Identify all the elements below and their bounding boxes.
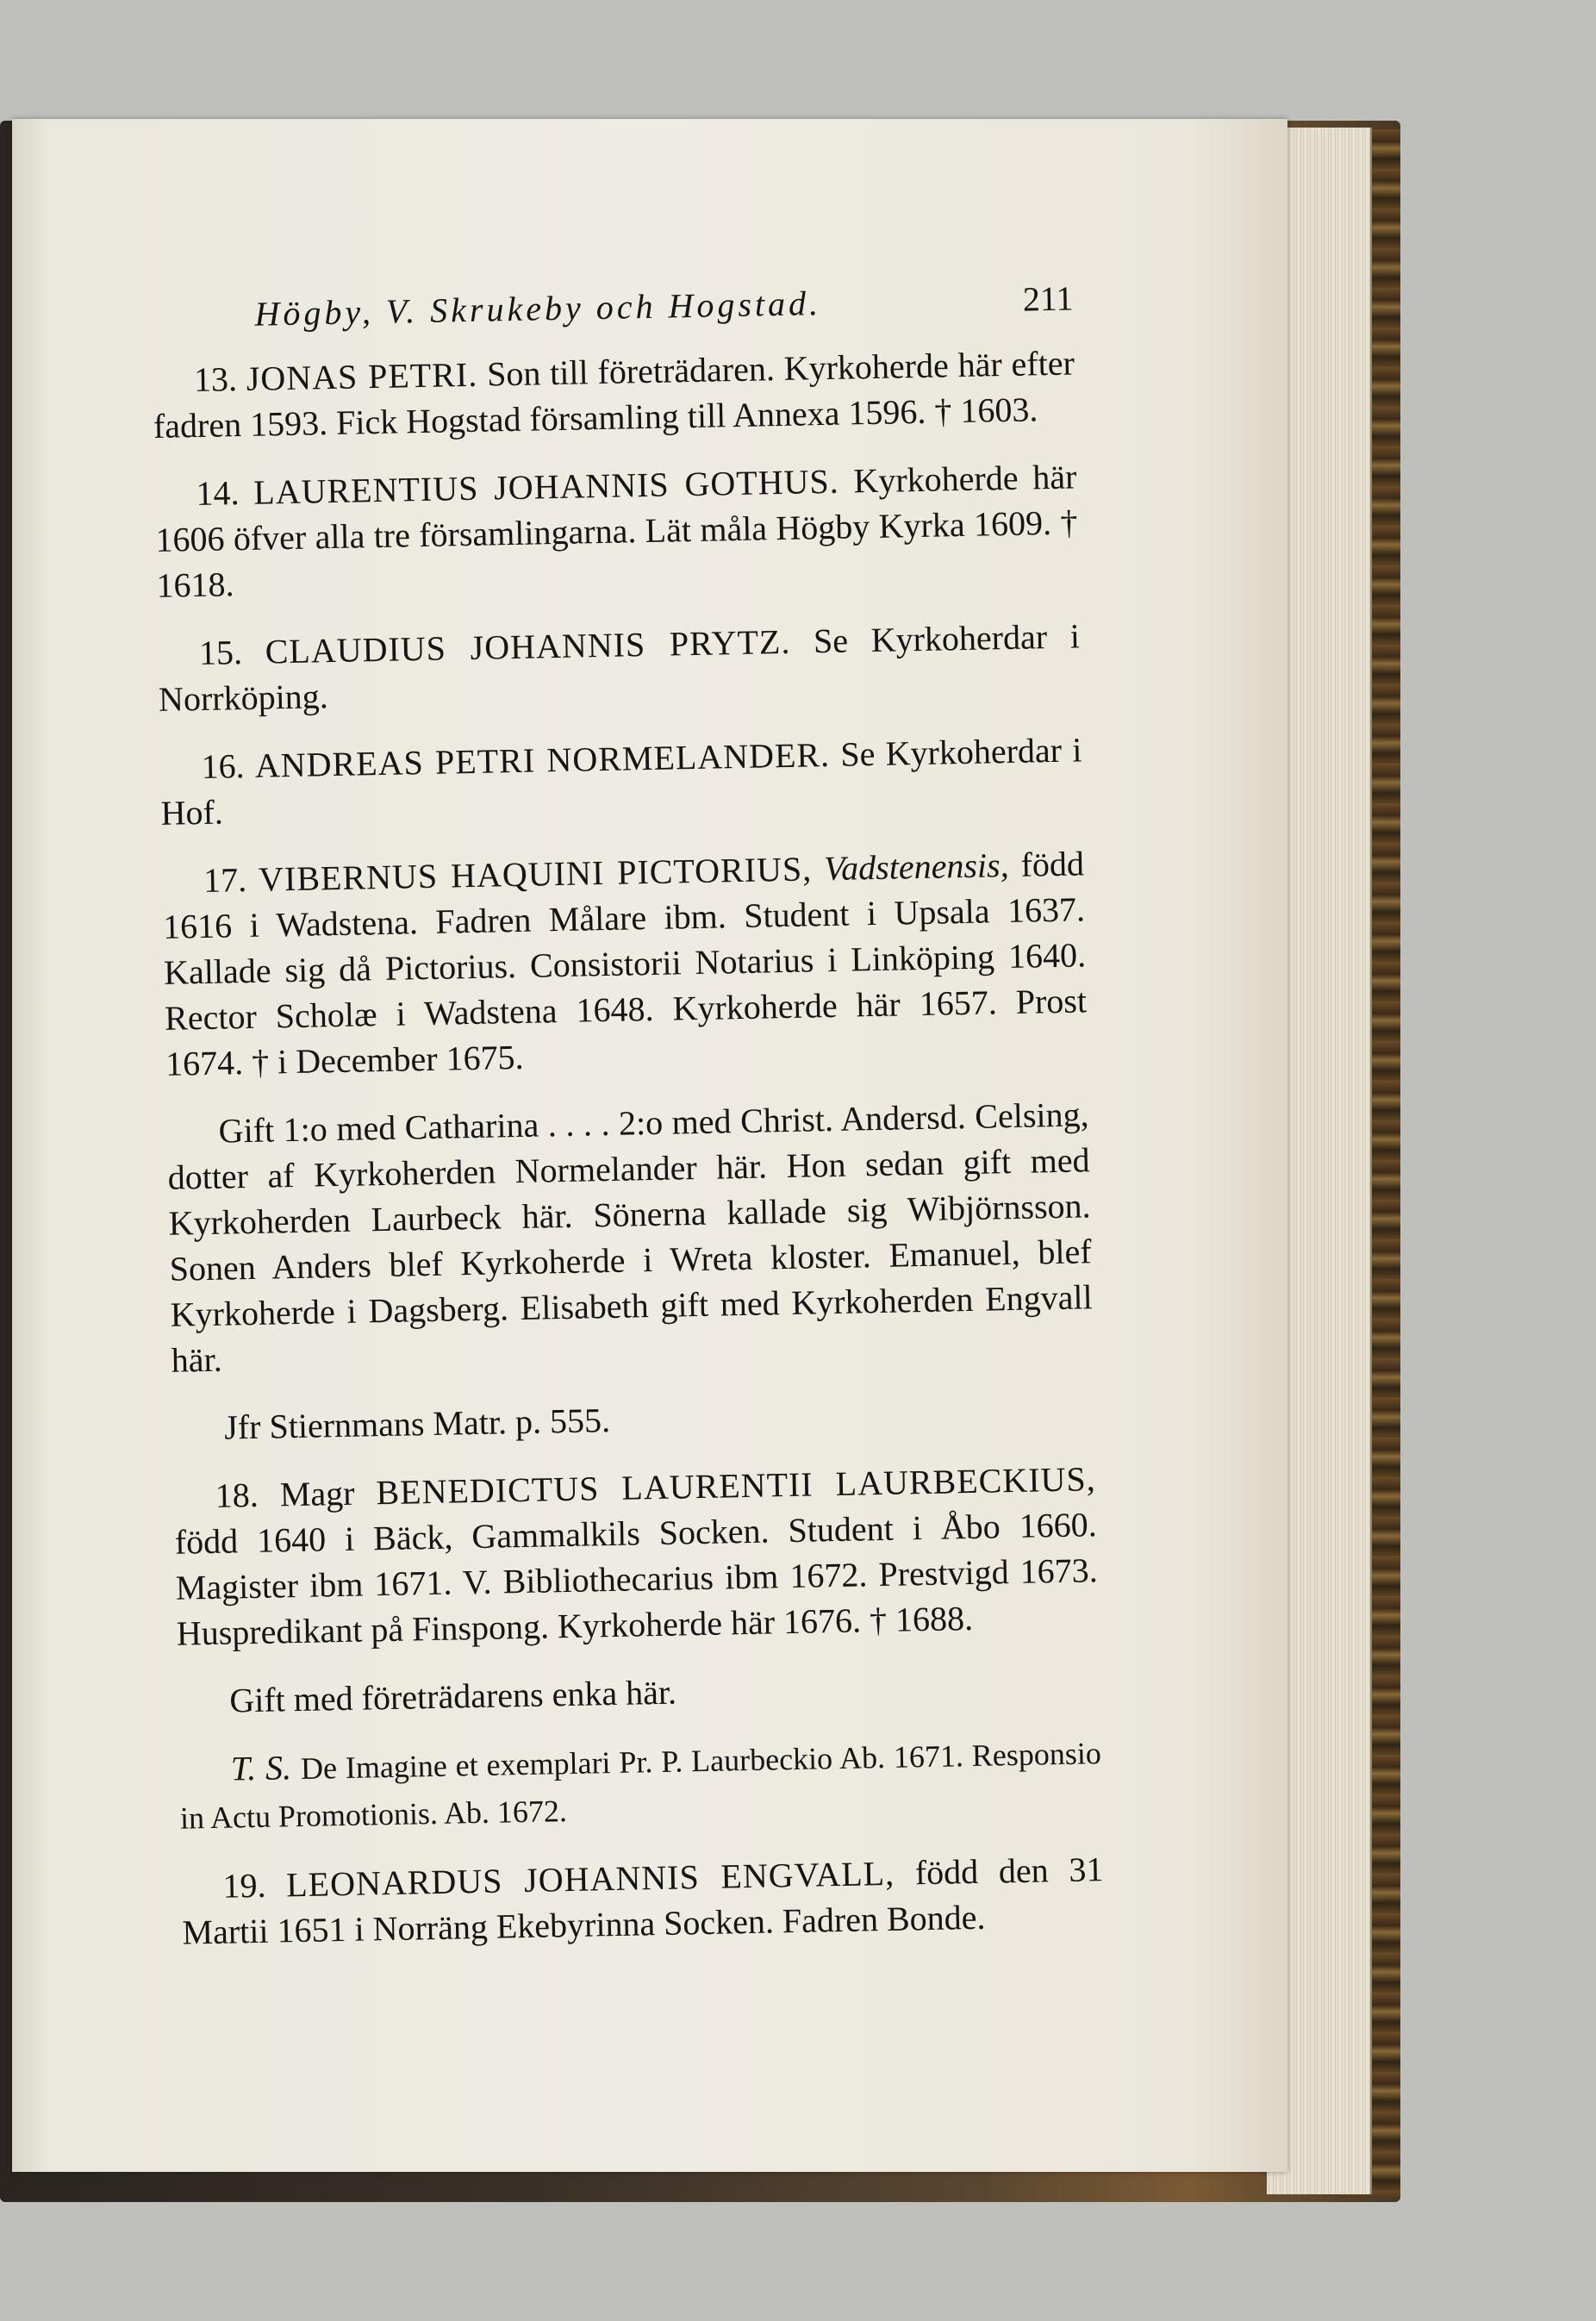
entry-18-theses [178, 1729, 1102, 1842]
entry-text: född den 31 Martii 1651 i Norräng Ekebyrinna Socken. Fadren Bonde. [182, 1850, 1104, 1952]
entry-number: 18. [215, 1475, 259, 1515]
running-head-title: Högby, V. Skrukeby och Hogstad. [254, 284, 822, 334]
entry-17-marriage: Gift 1:o med Catharina . . . . 2:o med Christ. Andersd. Celsing, dotter af Kyrkoherden Normelander här. Hon sedan gift med Kyrkoherden Laurbeck här. Sönerna kallade sig Wibjörnsson. Sonen Anders blef Kyrkoherde i Wreta kloster. Emanuel, blef Kyrkoherde i Dagsberg. Elisabeth gift med Kyrkoherden Engvall här. [167, 1095, 1093, 1380]
entry-17-reference: Jfr Stiernmans Matr. p. 555. [223, 1401, 611, 1447]
entry-text: Se Kyrkoherdar i Norrköping. [158, 616, 1081, 719]
entry-text: Kyrkoherde här 1606 öfver alla tre församlingarna. Lät måla Högby Kyrka 1609. † 1618. [155, 457, 1078, 605]
entry-name: LEONARDUS JOHANNIS ENGVALL, [285, 1853, 895, 1905]
entry-number: 13. [193, 359, 238, 400]
entry-number: 19. [222, 1865, 266, 1906]
entry-16 [159, 727, 1083, 836]
entry-number: 14. [196, 473, 240, 514]
page-number: 211 [1022, 278, 1074, 319]
entry-text: född 1616 i Wadstena. Fadren Målare ibm. Student i Upsala 1637. Kallade sig då Pictorius. Consistorii Notarius i Linköping 1640. Rector Scholæ i Wadstena 1648. Kyrkoherde här 1657. Prost 1674. † i December 1675. [162, 844, 1088, 1083]
entry-text: född 1640 i Bäck, Gammalkils Socken. Student i Åbo 1660. Magister ibm 1671. V. Bibliothecarius ibm 1672. Prestvigd 1673. Huspredikant på Finspong. Kyrkoherde här 1676. † 1688. [174, 1505, 1099, 1653]
entry-18 [173, 1456, 1099, 1657]
entry-name: ANDREAS PETRI NORMELANDER. [254, 734, 831, 785]
page-text [151, 275, 1105, 1977]
entry-name: JONAS PETRI. [246, 354, 478, 398]
entry-origin: Vadstenensis, [823, 845, 1009, 889]
entry-name: CLAUDIUS JOHANNIS PRYTZ. [265, 621, 791, 671]
entry-number: 15. [198, 633, 243, 672]
entry-18-marriage: Gift med företrädarens enka här. [228, 1672, 677, 1720]
entry-17 [162, 840, 1088, 1086]
theses-label: T. S. [230, 1748, 292, 1788]
entry-number: 17. [203, 859, 247, 900]
entry-number: 16. [201, 746, 245, 786]
entry-13 [152, 340, 1075, 449]
entry-19 [181, 1846, 1105, 1956]
entry-name: BENEDICTUS LAURENTII LAURBECKIUS, [376, 1459, 1097, 1513]
entry-name: VIBERNUS HAQUINI PICTORIUS, [258, 849, 813, 899]
entry-14 [154, 453, 1079, 608]
entry-title: Magr [279, 1473, 355, 1514]
entry-text: Se Kyrkoherdar i Hof. [160, 730, 1082, 833]
entry-name: LAURENTIUS JOHANNIS GOTHUS. [252, 461, 840, 512]
theses-text: De Imagine et exemplari Pr. P. Laurbeckio Ab. 1671. Responsio in Actu Promotionis. Ab. 1672. [179, 1736, 1102, 1836]
entry-15 [158, 613, 1082, 722]
entry-text: Son till företrädaren. Kyrkoherde här efter fadren 1593. Fick Hogstad församling till Annexa 1596. † 1603. [153, 343, 1075, 446]
